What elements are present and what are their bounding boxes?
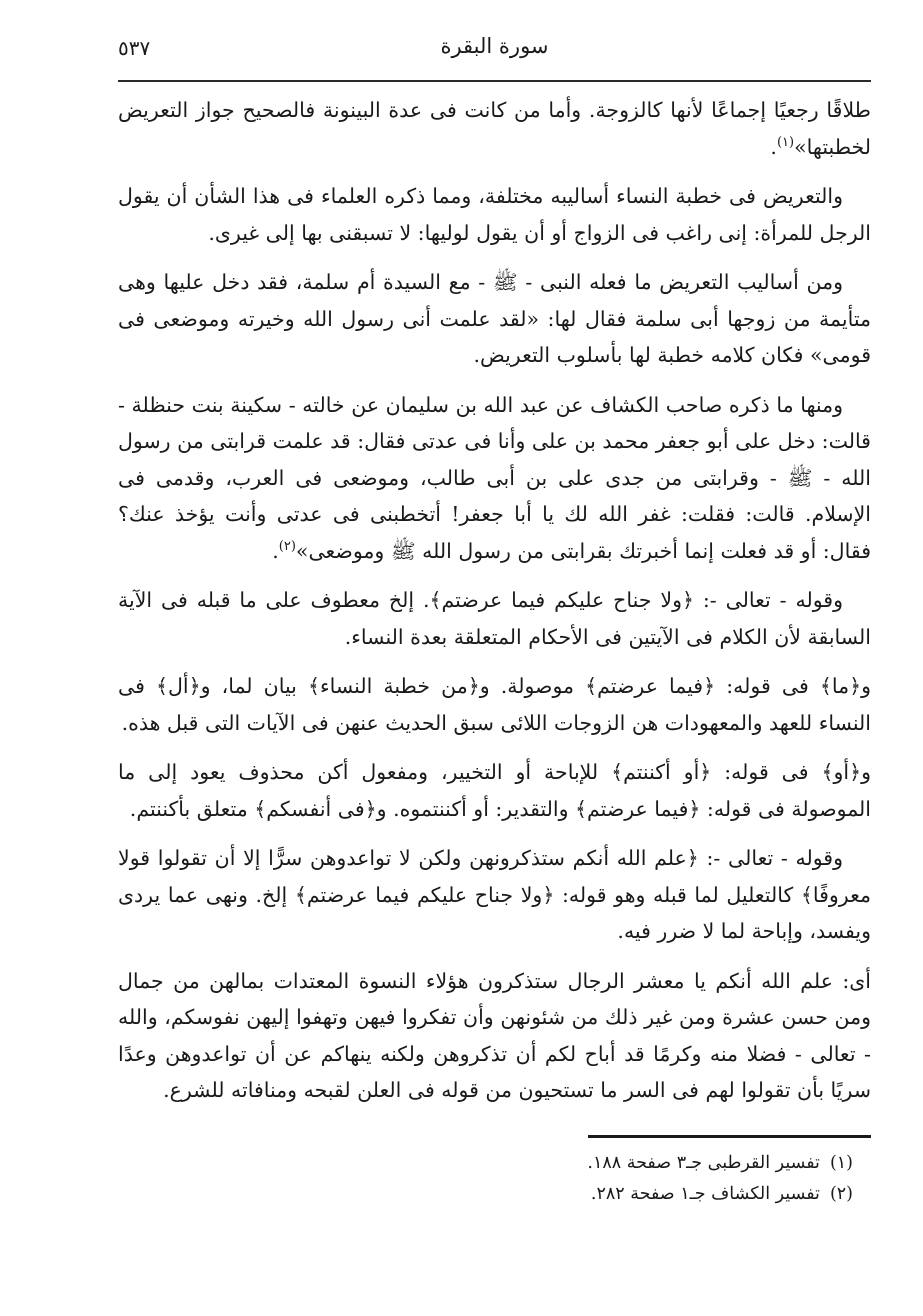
paragraph-text: وقوله - تعالى -: ﴿ولا جناح عليكم فيما عرضتم﴾. إلخ معطوف على ما قبله فى الآية السابقة لأن الكلام فى الآيتين فى الأحكام المتعلقة بعدة النساء. xyxy=(118,588,871,649)
footnote-reference: (١) xyxy=(776,134,795,150)
paragraph xyxy=(118,264,871,374)
paragraph xyxy=(118,178,871,251)
paragraph xyxy=(118,92,871,165)
footnotes xyxy=(587,1148,853,1210)
footnote-text: تفسير القرطبى جـ٣ صفحة ١٨٨. xyxy=(587,1153,820,1173)
header-divider xyxy=(118,80,871,82)
footnote-number: (١) xyxy=(829,1153,853,1173)
paragraph-text: و﴿أو﴾ فى قوله: ﴿أو أكننتم﴾ للإباحة أو التخيير، ومفعول أكن محذوف يعود إلى ما الموصولة فى قوله: ﴿فيما عرضتم﴾ والتقدير: أو أكننتموه. و﴿فى أنفسكم﴾ متعلق بأكننتم. xyxy=(118,760,871,821)
footnote-divider xyxy=(588,1135,871,1138)
paragraph-text: ومنها ما ذكره صاحب الكشاف عن عبد الله بن سليمان عن خالته - سكينة بنت حنظلة - قالت: دخل على أبو جعفر محمد بن على وأنا فى عدتى فقال: قد علمت قرابتى من رسول الله - ﷺ - وقرابتى من جدى على بن أبى طالب، وموضعى فى العرب، وقدمى فى الإسلام. قالت: فقلت: غفر الله لك يا أبا جعفر! أتخطبنى فى عدتى وأنت يؤخذ عنك؟ فقال: أو قد فعلت إنما أخبرتك بقرابتى من رسول الله ﷺ وموضعى» xyxy=(118,392,871,563)
paragraph-text: أى: علم الله أنكم يا معشر الرجال ستذكرون هؤلاء النسوة المعتدات بمالهن من جمال ومن حسن عشرة ومن غير ذلك من شئونهن وأن تفكروا فيهن وتهفوا إليهن نفوسكم، والله - تعالى - فضلا منه وكرمًا قد أباح لكم أن تذكروهن ولكنه ينهاكم عن أن تواعدوهن وعدًا سريًا بأن تقولوا لهم فى السر ما تستحيون من قوله فى العلن لقبحه ومنافاته للشرع. xyxy=(118,968,871,1102)
footnote-text: تفسير الكشاف جـ١ صفحة ٢٨٢. xyxy=(590,1184,820,1204)
paragraph-tail: . xyxy=(770,134,777,159)
paragraph xyxy=(118,668,871,741)
paragraph-text: و﴿ما﴾ فى قوله: ﴿فيما عرضتم﴾ موصولة. و﴿من خطبة النساء﴾ بيان لما، و﴿أل﴾ فى النساء للعهد والمعهودات هن الزوجات اللائى سبق الحديث عنهن فى الآيات التى قبل هذه. xyxy=(118,674,871,735)
paragraph xyxy=(118,582,871,655)
footnote xyxy=(587,1148,853,1179)
paragraph xyxy=(118,387,871,570)
paragraph-text: طلاقًا رجعيًا إجماعًا لأنها كالزوجة. وأما من كانت فى عدة البينونة فالصحيح جواز التعريض لخطبتها» xyxy=(118,98,871,159)
paragraph xyxy=(118,840,871,950)
footnote-number: (٢) xyxy=(829,1184,853,1204)
paragraph xyxy=(118,754,871,827)
paragraph-text: وقوله - تعالى -: ﴿علم الله أنكم ستذكرونهن ولكن لا تواعدوهن سرًّا إلا أن تقولوا قولا معروفًا﴾ كالتعليل لما قبله وهو قوله: ﴿ولا جناح عليكم فيما عرضتم﴾ إلخ. ونهى عما يردى ويفسد، وإباحة لما لا ضرر فيه. xyxy=(118,846,871,943)
surah-title: سورة البقرة xyxy=(440,34,549,58)
footnote xyxy=(587,1179,853,1210)
paragraph xyxy=(118,963,871,1109)
page-header xyxy=(118,30,871,70)
main-text xyxy=(118,92,871,1109)
page-number: ٥٣٧ xyxy=(118,36,151,60)
paragraph-text: ومن أساليب التعريض ما فعله النبى - ﷺ - مع السيدة أم سلمة، فقد دخل عليها وهى متأيمة من زوجها أبى سلمة فقال لها: «لقد علمت أنى رسول الله وخيرته وموضعى فى قومى» فكان كلامه خطبة لها بأسلوب التعريض. xyxy=(118,270,871,367)
paragraph-tail: . xyxy=(272,538,279,563)
footnote-reference: (٢) xyxy=(278,538,296,554)
paragraph-text: والتعريض فى خطبة النساء أساليبه مختلفة، ومما ذكره العلماء فى هذا الشأن أن يقول الرجل للمرأة: إنى راغب فى الزواج أو أن يقول لوليها: لا تسبقنى بها إلى غيرى. xyxy=(118,184,871,245)
